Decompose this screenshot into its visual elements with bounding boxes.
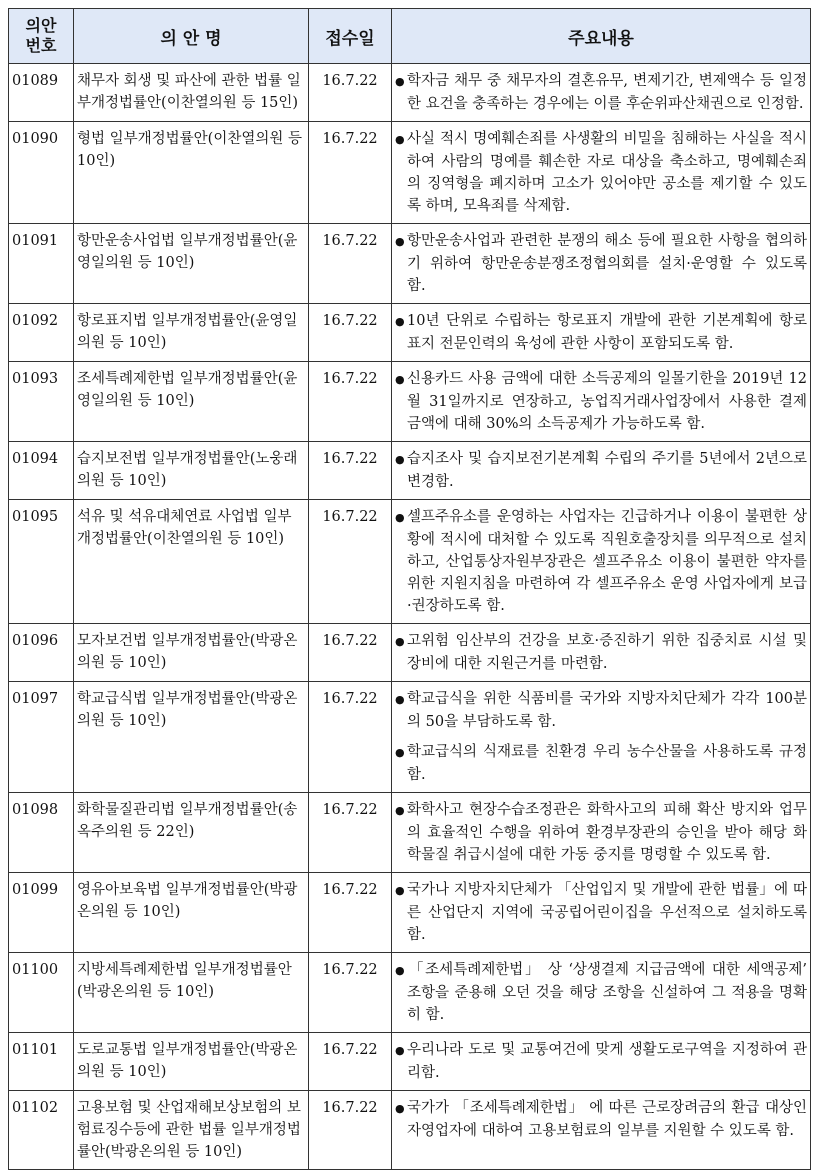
content-item xyxy=(395,310,807,355)
bill-title: 항만운송사업법 일부개정법률안(윤영일의원 등 10인) xyxy=(74,224,309,304)
main-content xyxy=(392,362,811,442)
bill-number: 01101 xyxy=(9,1033,74,1091)
table-row xyxy=(9,442,811,500)
content-item xyxy=(395,506,807,617)
bullet-icon: ● xyxy=(395,746,405,759)
received-date: 16.7.22 xyxy=(309,362,392,442)
content-item-text: 국가나 지방자치단체가 「산업입지 및 개발에 관한 법률」에 따른 산업단지 지역에 국공립어린이집을 우선적으로 설치하도록 함. xyxy=(407,882,807,943)
bill-number: 01098 xyxy=(9,793,74,873)
bullet-icon: ● xyxy=(395,1044,405,1057)
main-content xyxy=(392,953,811,1033)
bill-title: 학교급식법 일부개정법률안(박광온의원 등 10인) xyxy=(74,682,309,793)
bill-number: 01091 xyxy=(9,224,74,304)
bullet-icon: ● xyxy=(395,511,405,524)
table-row xyxy=(9,953,811,1033)
bullet-icon: ● xyxy=(395,635,405,648)
bullet-icon: ● xyxy=(395,315,405,328)
bullet-icon: ● xyxy=(395,453,405,466)
header-row xyxy=(9,9,811,64)
main-content xyxy=(392,873,811,953)
main-content xyxy=(392,682,811,793)
header-received-date: 접수일 xyxy=(309,9,392,64)
bullet-icon: ● xyxy=(395,1102,405,1115)
content-item-text: 우리나라 도로 및 교통여건에 맞게 생활도로구역을 지정하여 관리함. xyxy=(407,1042,807,1081)
content-item xyxy=(395,1097,807,1142)
content-item-text: 사실 적시 명예훼손죄를 사생활의 비밀을 침해하는 사실을 적시하여 사람의 명예를 훼손한 자로 대상을 축소하고, 명예훼손죄의 징역형을 폐지하며 고소가 있어야만 공소를 제기할 수 있도록 하며, 모욕죄를 삭제함. xyxy=(407,131,807,214)
table-row xyxy=(9,304,811,362)
content-item-text: 학자금 채무 중 채무자의 결혼유무, 변제기간, 변제액수 등 일정한 요건을 충족하는 경우에는 이를 후순위파산채권으로 인정함. xyxy=(407,73,807,112)
content-item-text: 신용카드 사용 금액에 대한 소득공제의 일몰기한을 2019년 12월 31일까지로 연장하고, 농업직거래사업장에서 사용한 결제 금액에 대해 30%의 소득공제가 가능하도록 함. xyxy=(407,371,807,432)
bill-title: 형법 일부개정법률안(이찬열의원 등 10인) xyxy=(74,122,309,224)
received-date: 16.7.22 xyxy=(309,953,392,1033)
received-date: 16.7.22 xyxy=(309,1033,392,1091)
received-date: 16.7.22 xyxy=(309,64,392,122)
received-date: 16.7.22 xyxy=(309,1091,392,1170)
bullet-icon: ● xyxy=(395,964,405,977)
received-date: 16.7.22 xyxy=(309,624,392,682)
content-item xyxy=(395,630,807,675)
bullet-icon: ● xyxy=(395,884,405,897)
bill-number: 01089 xyxy=(9,64,74,122)
main-content xyxy=(392,624,811,682)
content-item xyxy=(395,799,807,866)
content-item-text: 고위험 임산부의 건강을 보호·증진하기 위한 집중치료 시설 및 장비에 대한 지원근거를 마련함. xyxy=(407,633,807,672)
received-date: 16.7.22 xyxy=(309,224,392,304)
received-date: 16.7.22 xyxy=(309,873,392,953)
bill-number: 01097 xyxy=(9,682,74,793)
content-item-text: 셀프주유소를 운영하는 사업자는 긴급하거나 이용이 불편한 상황에 적시에 대처할 수 있도록 직원호출장치를 의무적으로 설치하고, 산업통상자원부장관은 셀프주유소 이용이 불편한 약자를 위한 지원지침을 마련하여 각 셀프주유소 운영 사업자에게 보급·권장하도록 함. xyxy=(407,509,807,614)
received-date: 16.7.22 xyxy=(309,304,392,362)
bill-number: 01099 xyxy=(9,873,74,953)
table-body xyxy=(9,64,811,1170)
content-item-text: 습지조사 및 습지보전기본계획 수립의 주기를 5년에서 2년으로 변경함. xyxy=(407,451,807,490)
bullet-icon: ● xyxy=(395,75,405,88)
bullet-icon: ● xyxy=(395,133,405,146)
header-main-content: 주요내용 xyxy=(392,9,811,64)
main-content xyxy=(392,122,811,224)
table-row xyxy=(9,500,811,624)
bill-number: 01093 xyxy=(9,362,74,442)
table-row xyxy=(9,793,811,873)
main-content xyxy=(392,1091,811,1170)
table-row xyxy=(9,1091,811,1170)
main-content xyxy=(392,64,811,122)
bill-title: 화학물질관리법 일부개정법률안(송옥주의원 등 22인) xyxy=(74,793,309,873)
table-header xyxy=(9,9,811,64)
header-bill-number: 의안 번호 xyxy=(9,9,74,64)
table-row xyxy=(9,122,811,224)
bill-title: 조세특례제한법 일부개정법률안(윤영일의원 등 10인) xyxy=(74,362,309,442)
table-row xyxy=(9,1033,811,1091)
bill-number: 01100 xyxy=(9,953,74,1033)
bill-number: 01095 xyxy=(9,500,74,624)
bullet-icon: ● xyxy=(395,373,405,386)
content-item xyxy=(395,688,807,733)
bill-number: 01090 xyxy=(9,122,74,224)
table-row xyxy=(9,224,811,304)
bill-title: 모자보건법 일부개정법률안(박광온의원 등 10인) xyxy=(74,624,309,682)
bill-title: 고용보험 및 산업재해보상보험의 보험료징수등에 관한 법률 일부개정법률안(박광온의원 등 10인) xyxy=(74,1091,309,1170)
header-bill-title: 의 안 명 xyxy=(74,9,309,64)
content-item-text: 학교급식의 식재료를 친환경 우리 농수산물을 사용하도록 규정함. xyxy=(407,744,807,783)
content-item xyxy=(395,128,807,217)
content-item xyxy=(395,448,807,493)
main-content xyxy=(392,793,811,873)
table-row xyxy=(9,362,811,442)
content-item-text: 항만운송사업과 관련한 분쟁의 해소 등에 필요한 사항을 협의하기 위하여 항만운송분쟁조정협의회를 설치·운영할 수 있도록 함. xyxy=(407,233,807,294)
bill-number: 01092 xyxy=(9,304,74,362)
bill-title: 항로표지법 일부개정법률안(윤영일의원 등 10인) xyxy=(74,304,309,362)
bill-title: 지방세특례제한법 일부개정법률안(박광온의원 등 10인) xyxy=(74,953,309,1033)
content-item-text: 「조세특례제한법」 상 ‘상생결제 지급금액에 대한 세액공제’ 조항을 준용해 오던 것을 해당 조항을 신설하여 그 적용을 명확히 함. xyxy=(407,962,807,1023)
content-item xyxy=(395,879,807,946)
received-date: 16.7.22 xyxy=(309,122,392,224)
received-date: 16.7.22 xyxy=(309,682,392,793)
content-item-text: 화학사고 현장수습조정관은 화학사고의 피해 확산 방지와 업무의 효율적인 수행을 위하여 환경부장관의 승인을 받아 해당 화학물질 취급시설에 대한 가동 중지를 명령할 수 있도록 함. xyxy=(407,802,807,863)
content-item-text: 국가가 「조세특례제한법」 에 따른 근로장려금의 환급 대상인 자영업자에 대하여 고용보험료의 일부를 지원할 수 있도록 함. xyxy=(407,1100,807,1139)
bill-title: 석유 및 석유대체연료 사업법 일부개정법률안(이찬열의원 등 10인) xyxy=(74,500,309,624)
table-row xyxy=(9,873,811,953)
received-date: 16.7.22 xyxy=(309,793,392,873)
content-item xyxy=(395,741,807,786)
main-content xyxy=(392,304,811,362)
table-row xyxy=(9,624,811,682)
main-content xyxy=(392,442,811,500)
bill-title: 습지보전법 일부개정법률안(노웅래의원 등 10인) xyxy=(74,442,309,500)
content-item xyxy=(395,368,807,435)
bullet-icon: ● xyxy=(395,235,405,248)
bill-number: 01094 xyxy=(9,442,74,500)
table-row xyxy=(9,682,811,793)
main-content xyxy=(392,1033,811,1091)
bullet-icon: ● xyxy=(395,804,405,817)
bullet-icon: ● xyxy=(395,693,405,706)
content-item xyxy=(395,70,807,115)
content-item xyxy=(395,230,807,297)
table-row xyxy=(9,64,811,122)
bill-title: 영유아보육법 일부개정법률안(박광온의원 등 10인) xyxy=(74,873,309,953)
bill-number: 01102 xyxy=(9,1091,74,1170)
bill-number: 01096 xyxy=(9,624,74,682)
content-item-text: 10년 단위로 수립하는 항로표지 개발에 관한 기본계획에 항로표지 전문인력의 육성에 관한 사항이 포함되도록 함. xyxy=(407,313,807,352)
main-content xyxy=(392,500,811,624)
bill-title: 채무자 회생 및 파산에 관한 법률 일부개정법률안(이찬열의원 등 15인) xyxy=(74,64,309,122)
received-date: 16.7.22 xyxy=(309,442,392,500)
content-item xyxy=(395,959,807,1026)
bills-table xyxy=(8,8,811,1170)
main-content xyxy=(392,224,811,304)
content-item-text: 학교급식을 위한 식품비를 국가와 지방자치단체가 각각 100분의 50을 부담하도록 함. xyxy=(407,691,807,730)
received-date: 16.7.22 xyxy=(309,500,392,624)
bill-title: 도로교통법 일부개정법률안(박광온의원 등 10인) xyxy=(74,1033,309,1091)
content-item xyxy=(395,1039,807,1084)
